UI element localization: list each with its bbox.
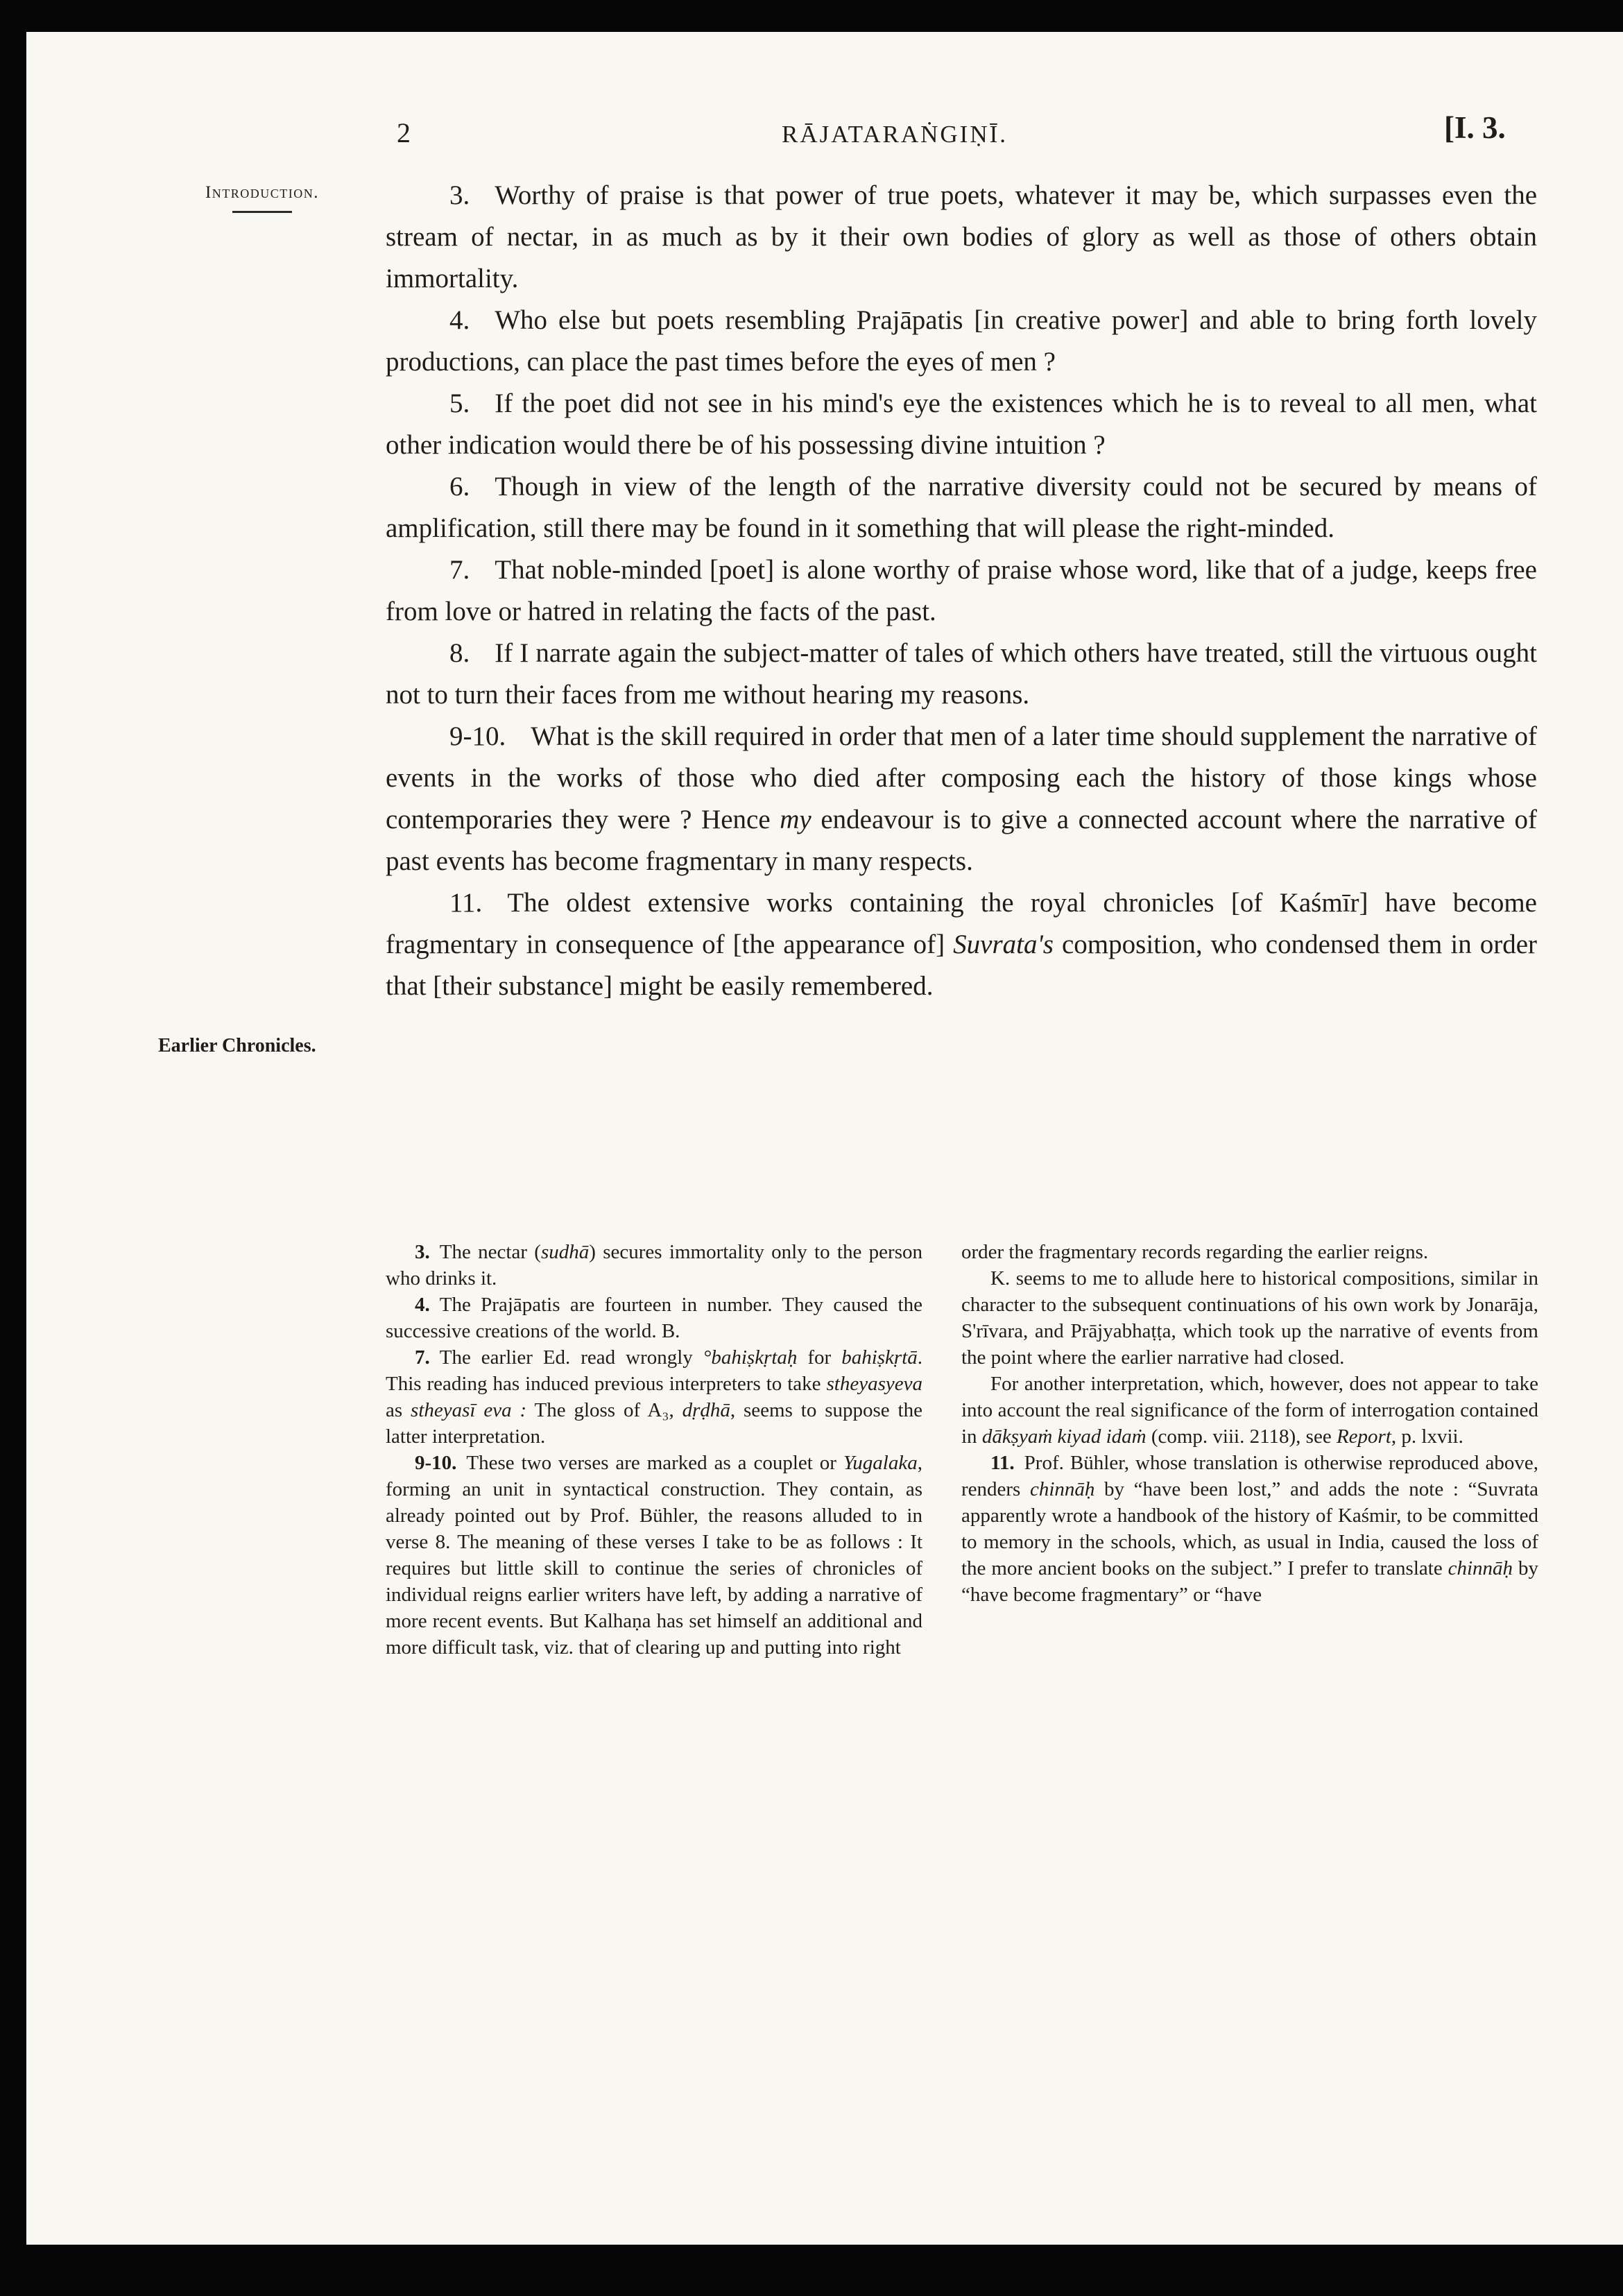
scan-border-bottom	[0, 2245, 1623, 2296]
footnote-paragraph: 4. The Prajāpatis are fourteen in number. They caused the successive creations of the world. B.	[386, 1294, 922, 1342]
note-number: 5.	[449, 388, 470, 418]
footnote-paragraph: K. seems to me to allude here to historical compositions, similar in character to the subsequent continuations of his own work by Jonarāja, S'rīvara, and Prājyabhaṭṭa, which took up the narrative of events from the point where the earlier narrative had closed.	[961, 1267, 1538, 1369]
margin-note-earlier-chronicles: Earlier Chronicles.	[158, 1035, 316, 1056]
scan-border-left	[0, 0, 26, 2296]
note-number: 11.	[449, 888, 483, 918]
note-number: 4.	[415, 1294, 430, 1316]
scan-border-top	[0, 0, 1623, 32]
footnotes-section	[386, 1239, 1538, 1661]
footnote-paragraph: 9-10. These two verses are marked as a couplet or Yugalaka, forming an unit in syntactical construction. They contain, as already pointed out by Prof. Bühler, the reasons alluded to in verse 8. The meaning of these verses I take to be as follows : It requires but little skill to continue the series of chronicles of individual reigns earlier writers have left, by adding a narrative of more recent events. But Kalhaṇa has set himself an additional and more difficult task, viz. that of clearing up and putting into right	[386, 1452, 922, 1659]
note-number: 7.	[415, 1346, 430, 1369]
verse-paragraph: 8. If I narrate again the subject-matter of tales of which others have treated, still the virtuous ought not to turn their faces from me without hearing my reasons.	[386, 638, 1537, 710]
margin-note-introduction-label: Introduction.	[205, 183, 320, 202]
verse-paragraph: 11. The oldest extensive works containing the royal chronicles [of Kaśmīr] have become fragmentary in consequence of [the appearance of] Suvrata's composition, who condensed them in order that [their substance] might be easily remembered.	[386, 888, 1537, 1001]
note-number: 4.	[449, 305, 470, 335]
verse-paragraph: 7. That noble-minded [poet] is alone worthy of praise whose word, like that of a judge, keeps free from love or hatred in relating the facts of the past.	[386, 555, 1537, 626]
note-number: 6.	[449, 472, 470, 502]
footnote-paragraph: For another interpretation, which, however, does not appear to take into account the real significance of the form of interrogation contained in dākṣyaṁ kiyad idaṁ (comp. viii. 2118), see Report, p. lxvii.	[961, 1373, 1538, 1448]
verse-text-block	[386, 175, 1537, 1007]
verse-paragraph: 9-10. What is the skill required in order that men of a later time should supplement the narrative of events in the works of those who died after composing each the history of those kings whose contemporaries they were ? Hence my endeavour is to give a connected account where the narrative of past events has become fragmentary in many respects.	[386, 721, 1537, 876]
verse-paragraph: 6. Though in view of the length of the narrative diversity could not be secured by means of amplification, still there may be found in it something that will please the right-minded.	[386, 472, 1537, 543]
verse-paragraph: 4. Who else but poets resembling Prajāpatis [in creative power] and able to bring forth lovely productions, can place the past times before the eyes of men ?	[386, 305, 1537, 377]
note-number: 11.	[990, 1452, 1015, 1474]
verse-paragraph: 3. Worthy of praise is that power of true poets, whatever it may be, which surpasses even the stream of nectar, in as much as by it their own bodies of glory as well as those of others obtain immortality.	[386, 180, 1537, 293]
footnote-paragraph: 11. Prof. Bühler, whose translation is otherwise reproduced above, renders chinnāḥ by “have been lost,” and adds the note : “Suvrata apparently wrote a handbook of the history of Kaśmir, to be committed to memory in the schools, which, as usual in India, caused the loss of the more ancient books on the subject.” I prefer to translate chinnāḥ by “have become fragmentary” or “have	[961, 1452, 1539, 1606]
verse-paragraph: 5. If the poet did not see in his mind's eye the existences which he is to reveal to all men, what other indication would there be of his possessing divine intuition ?	[386, 388, 1537, 460]
note-number: 9-10.	[449, 721, 506, 751]
note-number: 8.	[449, 638, 470, 668]
footnote-paragraph: 7. The earlier Ed. read wrongly °bahiṣkṛtaḥ for bahiṣkṛtā. This reading has induced previous interpreters to take stheyasyeva as stheyasī eva : The gloss of A₃, dṛḍhā, seems to suppose the latter interpretation.	[386, 1346, 922, 1448]
note-number: 7.	[449, 555, 470, 585]
footnotes-right-column	[961, 1239, 1538, 1661]
footnotes-left-column	[386, 1239, 922, 1661]
page-number: 2	[397, 117, 411, 148]
margin-note-rule	[232, 211, 292, 213]
margin-note-introduction	[179, 183, 345, 213]
note-number: 3.	[415, 1241, 430, 1263]
page-title: RĀJATARAṄGIṆĪ.	[782, 121, 1008, 148]
note-number: 3.	[449, 180, 470, 210]
footnote-paragraph: order the fragmentary records regarding the earlier reigns.	[961, 1241, 1429, 1263]
note-number: 9-10.	[415, 1452, 457, 1474]
footnote-paragraph: 3. The nectar (sudhā) secures immortality only to the person who drinks it.	[386, 1241, 922, 1290]
verse-reference: [I. 3.	[1444, 110, 1506, 145]
